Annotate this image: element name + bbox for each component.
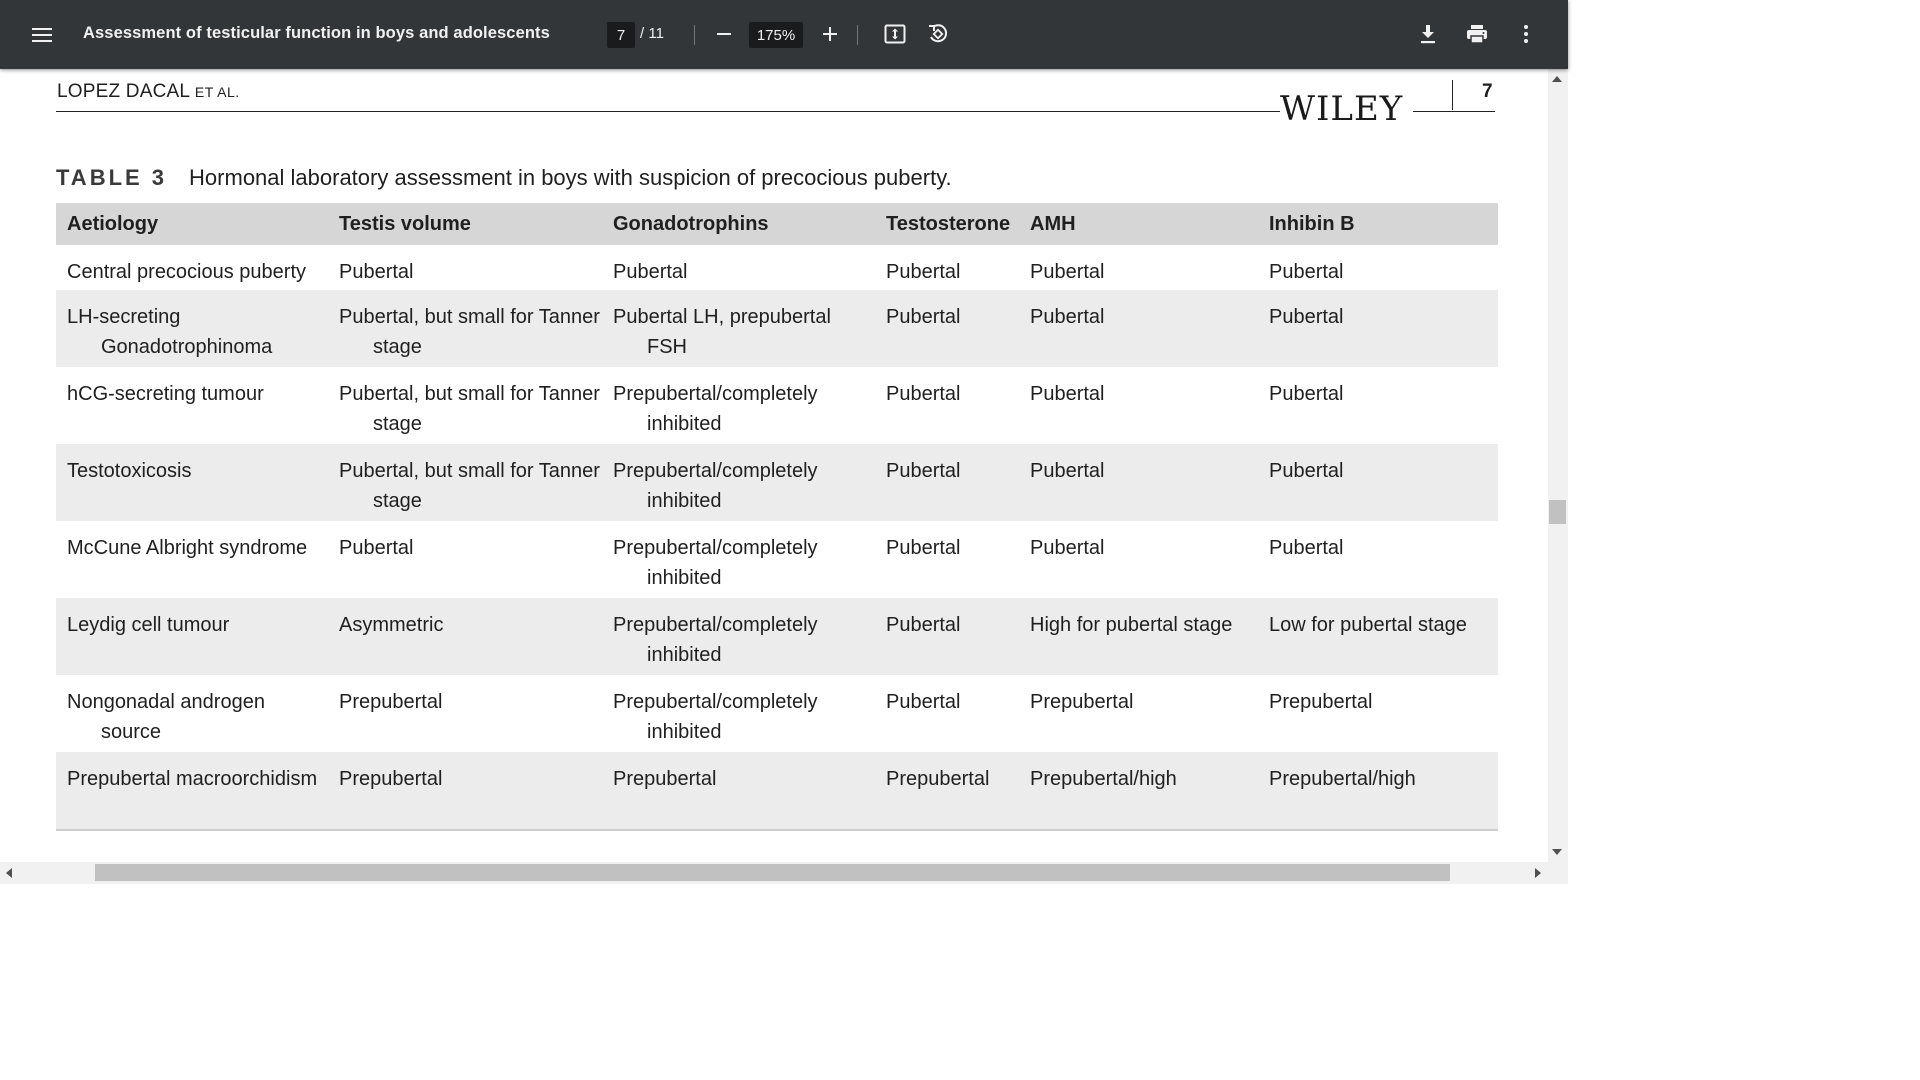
publisher-logo: WILEY [1280,89,1404,129]
table-row [56,245,1498,290]
menu-icon[interactable] [22,15,62,55]
table-cell: Prepubertal [339,691,443,713]
table-row [56,752,1498,830]
table-cell: Pubertal [886,537,961,559]
vertical-scrollbar[interactable] [1548,69,1568,862]
table-cell: Prepubertal [1030,691,1134,713]
table-caption [56,165,952,191]
table-cell: High for pubertal stage [1019,598,1258,675]
table-caption-text: Hormonal laboratory assessment in boys with suspicion of precocious puberty. [189,165,952,190]
table-cell: Pubertal [1258,290,1498,367]
table-cell: Pubertal [1030,537,1105,559]
column-header-gonadotrophins: Gonadotrophins [602,203,875,245]
fit-page-button[interactable] [880,19,910,49]
zoom-in-button[interactable] [815,19,845,49]
table-header-row [56,203,1498,245]
scroll-left-arrow-icon[interactable] [6,868,12,878]
more-options-button[interactable] [1511,19,1541,49]
table-cell: Prepubertal [328,752,602,830]
table-cell: Pubertal [1258,444,1498,521]
table-row [56,521,1498,598]
fit-page-icon [883,22,907,46]
plus-icon [822,26,838,42]
toolbar-divider [857,25,858,45]
scroll-down-arrow-icon[interactable] [1552,849,1562,855]
column-header-testosterone: Testosterone [875,203,1019,245]
table-cell: Pubertal [613,261,688,283]
table-cell: Pubertal [886,383,961,405]
table-cell: Leydig cell tumour [56,598,328,675]
table-cell: Prepubertal/completely inhibited [613,691,818,743]
table-cell: Pubertal [1019,290,1258,367]
column-header-testis-volume: Testis volume [328,203,602,245]
table-cell: Prepubertal/completely inhibited [602,444,875,521]
print-icon [1466,24,1488,44]
column-header-inhibin-b: Inhibin B [1258,203,1498,245]
table-row [56,444,1498,521]
rotate-button[interactable] [923,19,953,49]
table-cell: Pubertal LH, prepubertal FSH [602,290,875,367]
table-cell: Pubertal [339,537,414,559]
table-row [56,675,1498,752]
table-cell: Pubertal [339,261,414,283]
column-header-aetiology: Aetiology [56,203,328,245]
table-cell: Pubertal [1269,261,1344,283]
download-button[interactable] [1413,19,1443,49]
table-cell: Pubertal [886,691,961,713]
scrollbar-corner [1548,862,1568,884]
running-head-authors: LOPEZ DACAL [57,81,190,102]
page-number-divider [1452,80,1453,110]
table-cell: Nongonadal androgen source [67,691,265,743]
table-cell: Asymmetric [328,598,602,675]
rotate-icon [926,22,950,46]
table-row [56,367,1498,444]
table-cell: Prepubertal/high [1258,752,1498,830]
table-cell: Prepubertal [1269,691,1373,713]
table-cell: McCune Albright syndrome [67,537,308,559]
table-cell: Testotoxicosis [56,444,328,521]
table-cell: Pubertal [1269,537,1344,559]
table-cell: Pubertal [875,290,1019,367]
zoom-out-button[interactable] [709,19,739,49]
pdf-toolbar [0,0,1568,69]
page-number-input[interactable]: 7 [607,22,635,48]
table-cell: Pubertal [1019,444,1258,521]
minus-icon [716,26,732,42]
page-total: / 11 [640,25,664,42]
table-label: TABLE 3 [56,165,168,190]
header-rule-right [1413,111,1495,112]
toolbar-divider [694,25,695,45]
table-cell: Prepubertal [602,752,875,830]
table-row [56,290,1498,367]
table-cell: Prepubertal [875,752,1019,830]
table-cell: Central precocious puberty [67,261,307,283]
scroll-up-arrow-icon[interactable] [1552,76,1562,82]
table-cell: Pubertal, but small for Tanner stage [328,444,602,521]
running-head-etal: ET AL. [194,84,240,100]
table-cell: Pubertal [1269,383,1344,405]
column-header-amh: AMH [1019,203,1258,245]
table-cell: Low for pubertal stage [1258,598,1498,675]
more-vert-icon [1523,24,1529,44]
table-cell: Pubertal, but small for Tanner stage [339,383,600,435]
vertical-scrollbar-thumb[interactable] [1549,500,1566,524]
scroll-right-arrow-icon[interactable] [1535,868,1541,878]
table-cell: hCG-secreting tumour [67,383,264,405]
table-row [56,598,1498,675]
document-title: Assessment of testicular function in boys and adolescents [83,24,550,42]
table-cell: Prepubertal/completely inhibited [613,383,818,435]
table-cell: Pubertal, but small for Tanner stage [328,290,602,367]
table-cell: Prepubertal macroorchidism [56,752,328,830]
zoom-level-input[interactable]: 175% [749,22,803,48]
table-cell: LH-secreting Gonadotrophinoma [56,290,328,367]
page-number: 7 [1482,81,1493,102]
table-cell: Pubertal [875,598,1019,675]
table-cell: Pubertal [886,261,961,283]
table-cell: Prepubertal/high [1019,752,1258,830]
hormonal-assessment-table [56,203,1498,831]
table-cell: Pubertal [1030,261,1105,283]
table-cell: Prepubertal/completely inhibited [613,537,818,589]
print-button[interactable] [1462,19,1492,49]
download-icon [1418,23,1438,45]
horizontal-scrollbar-thumb[interactable] [95,864,1450,881]
pdf-page [0,69,1548,862]
table-cell: Pubertal [1030,383,1105,405]
table-cell: Pubertal [875,444,1019,521]
table-cell: Prepubertal/completely inhibited [602,598,875,675]
running-head [57,81,240,103]
header-rule [56,111,1280,112]
